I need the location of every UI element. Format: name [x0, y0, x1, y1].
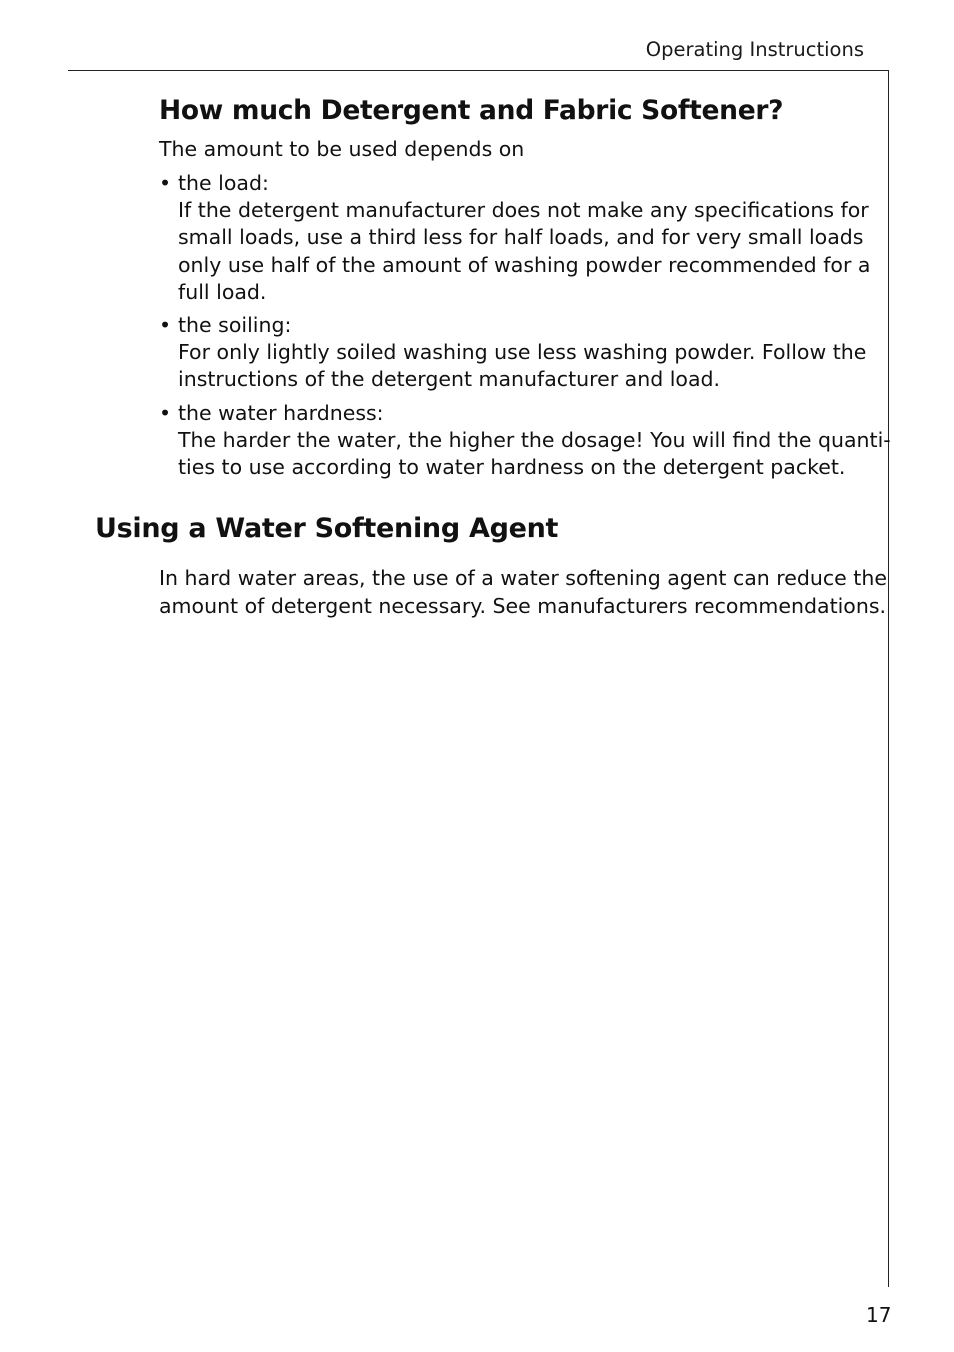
list-item-water-hardness [159, 400, 891, 482]
section-heading-detergent: How much Detergent and Fabric Softener? [159, 95, 784, 126]
intro-text: The amount to be used depends on [159, 137, 525, 161]
list-item-text: ties to use according to water hardness on the detergent packet. [178, 455, 846, 480]
side-rule [888, 70, 889, 1287]
dosage-factor-list [159, 170, 891, 487]
list-item-label: the soiling: [178, 313, 292, 338]
list-item-text: The harder the water, the higher the dosage! You will find the quanti- [178, 427, 891, 452]
section-heading-water-softening: Using a Water Softening Agent [95, 513, 559, 544]
paragraph-line: In hard water areas, the use of a water softening agent can reduce the [159, 566, 887, 590]
paragraph-line: amount of detergent necessary. See manufacturers recommendations. [159, 593, 887, 618]
list-item-soiling [159, 312, 874, 394]
list-item-label: the load: [178, 171, 269, 195]
bullet-icon: • [159, 313, 172, 338]
running-header: Operating Instructions [645, 38, 864, 61]
list-item-text: instructions of the detergent manufacturer and load. [178, 367, 721, 392]
page-number: 17 [866, 1303, 892, 1327]
list-item-text: If the detergent manufacturer does not make any specifications for [178, 198, 869, 223]
list-item-text: small loads, use a third less for half loads, and for very small loads [178, 225, 864, 250]
list-item-label: the water hardness: [178, 400, 384, 425]
list-item-text: only use half of the amount of washing powder recommended for a [178, 252, 871, 277]
list-item-text: For only lightly soiled washing use less washing powder. Follow the [178, 340, 867, 365]
list-item-load [159, 170, 874, 306]
list-item-text: full load. [178, 279, 267, 304]
water-softening-paragraph [159, 565, 887, 620]
header-rule [68, 70, 889, 71]
bullet-icon: • [159, 400, 172, 425]
bullet-icon: • [159, 171, 172, 195]
